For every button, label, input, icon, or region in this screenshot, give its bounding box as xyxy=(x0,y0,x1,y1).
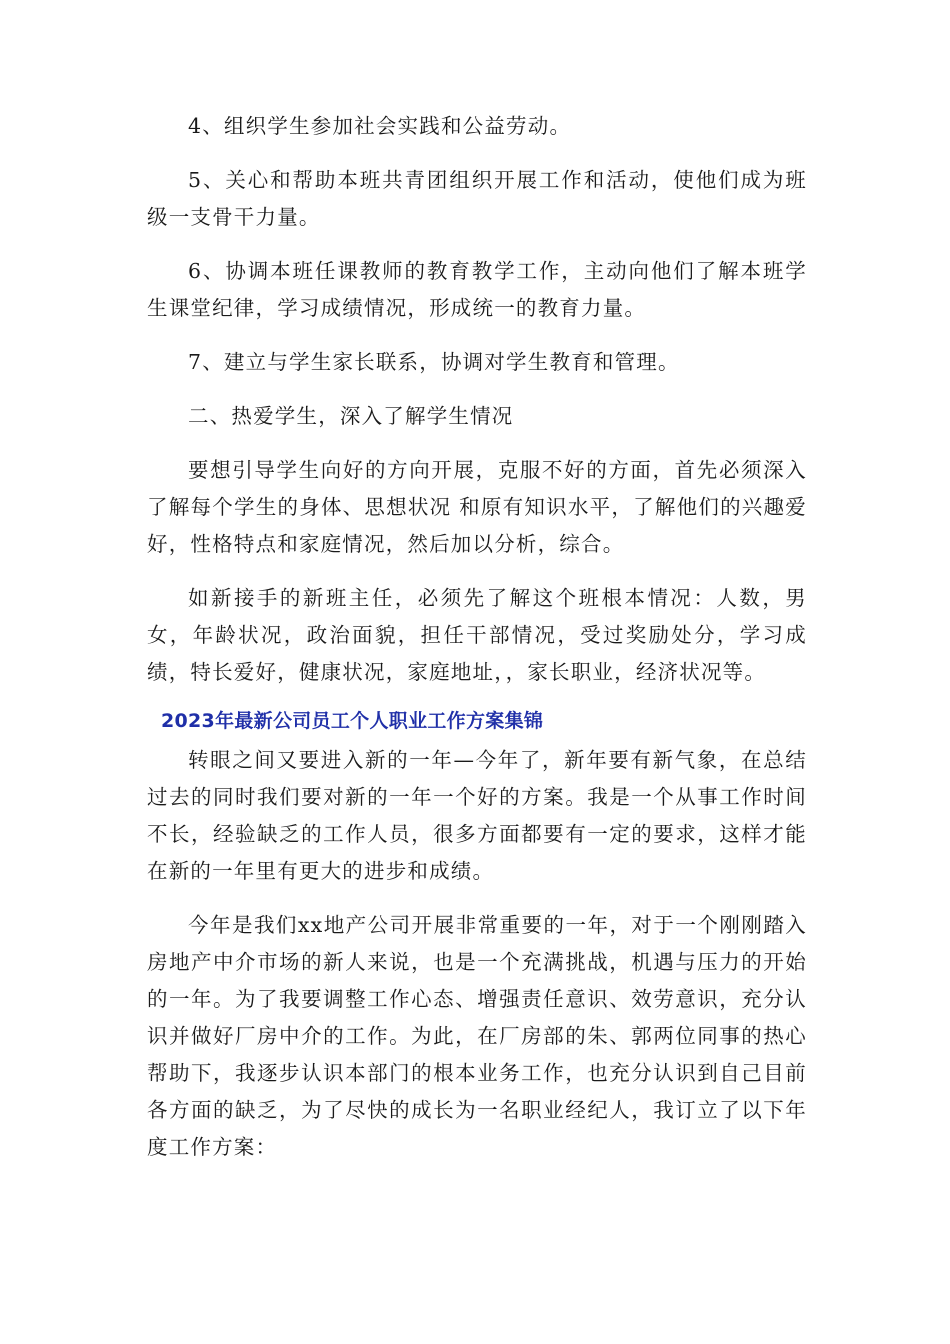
paragraph-understand-students: 要想引导学生向好的方向开展，克服不好的方面，首先必须深入了解每个学生的身体、思想状况 和原有知识水平，了解他们的兴趣爱好，性格特点和家庭情况，然后加以分析，综合。 xyxy=(147,458,807,556)
paragraph-new-year-intro: 转眼之间又要进入新的一年—今年了，新年要有新气象，在总结过去的同时我们要对新的一年一个好的方案。我是一个从事工作时间不长，经验缺乏的工作人员，很多方面都要有一定的要求，这样才能在新的一年里有更大的进步和成绩。 xyxy=(147,748,807,883)
paragraph-item-4: 4、组织学生参加社会实践和公益劳动。 xyxy=(188,114,572,138)
paragraph-item-6: 6、协调本班任课教师的教育教学工作，主动向他们了解本班学生课堂纪律，学习成绩情况，形成统一的教育力量。 xyxy=(147,259,807,320)
paragraph-new-class-teacher: 如新接手的新班主任，必须先了解这个班根本情况：人数，男女，年龄状况，政治面貌，担任干部情况，受过奖励处分，学习成绩，特长爱好，健康状况，家庭地址，，家长职业，经济状况等。 xyxy=(147,586,807,684)
paragraph-item-7: 7、建立与学生家长联系，协调对学生教育和管理。 xyxy=(188,350,680,374)
paragraph-work-plan: 今年是我们xx地产公司开展非常重要的一年，对于一个刚刚踏入房地产中介市场的新人来说，也是一个充满挑战，机遇与压力的开始的一年。为了我要调整工作心态、增强责任意识、效劳意识，充分认识并做好厂房中介的工作。为此，在厂房部的朱、郭两位同事的热心帮助下，我逐步认识本部门的根本业务工作，也充分认识到自己目前各方面的缺乏，为了尽快的成长为一名职业经纪人，我订立了以下年度工作方案： xyxy=(147,913,807,1159)
section-heading: 二、热爱学生，深入了解学生情况 xyxy=(188,404,514,428)
document-body xyxy=(147,108,807,1183)
article-title-link[interactable]: 2023年最新公司员工个人职业工作方案集锦 xyxy=(161,710,544,732)
paragraph-item-5: 5、关心和帮助本班共青团组织开展工作和活动，使他们成为班级一支骨干力量。 xyxy=(147,168,807,229)
